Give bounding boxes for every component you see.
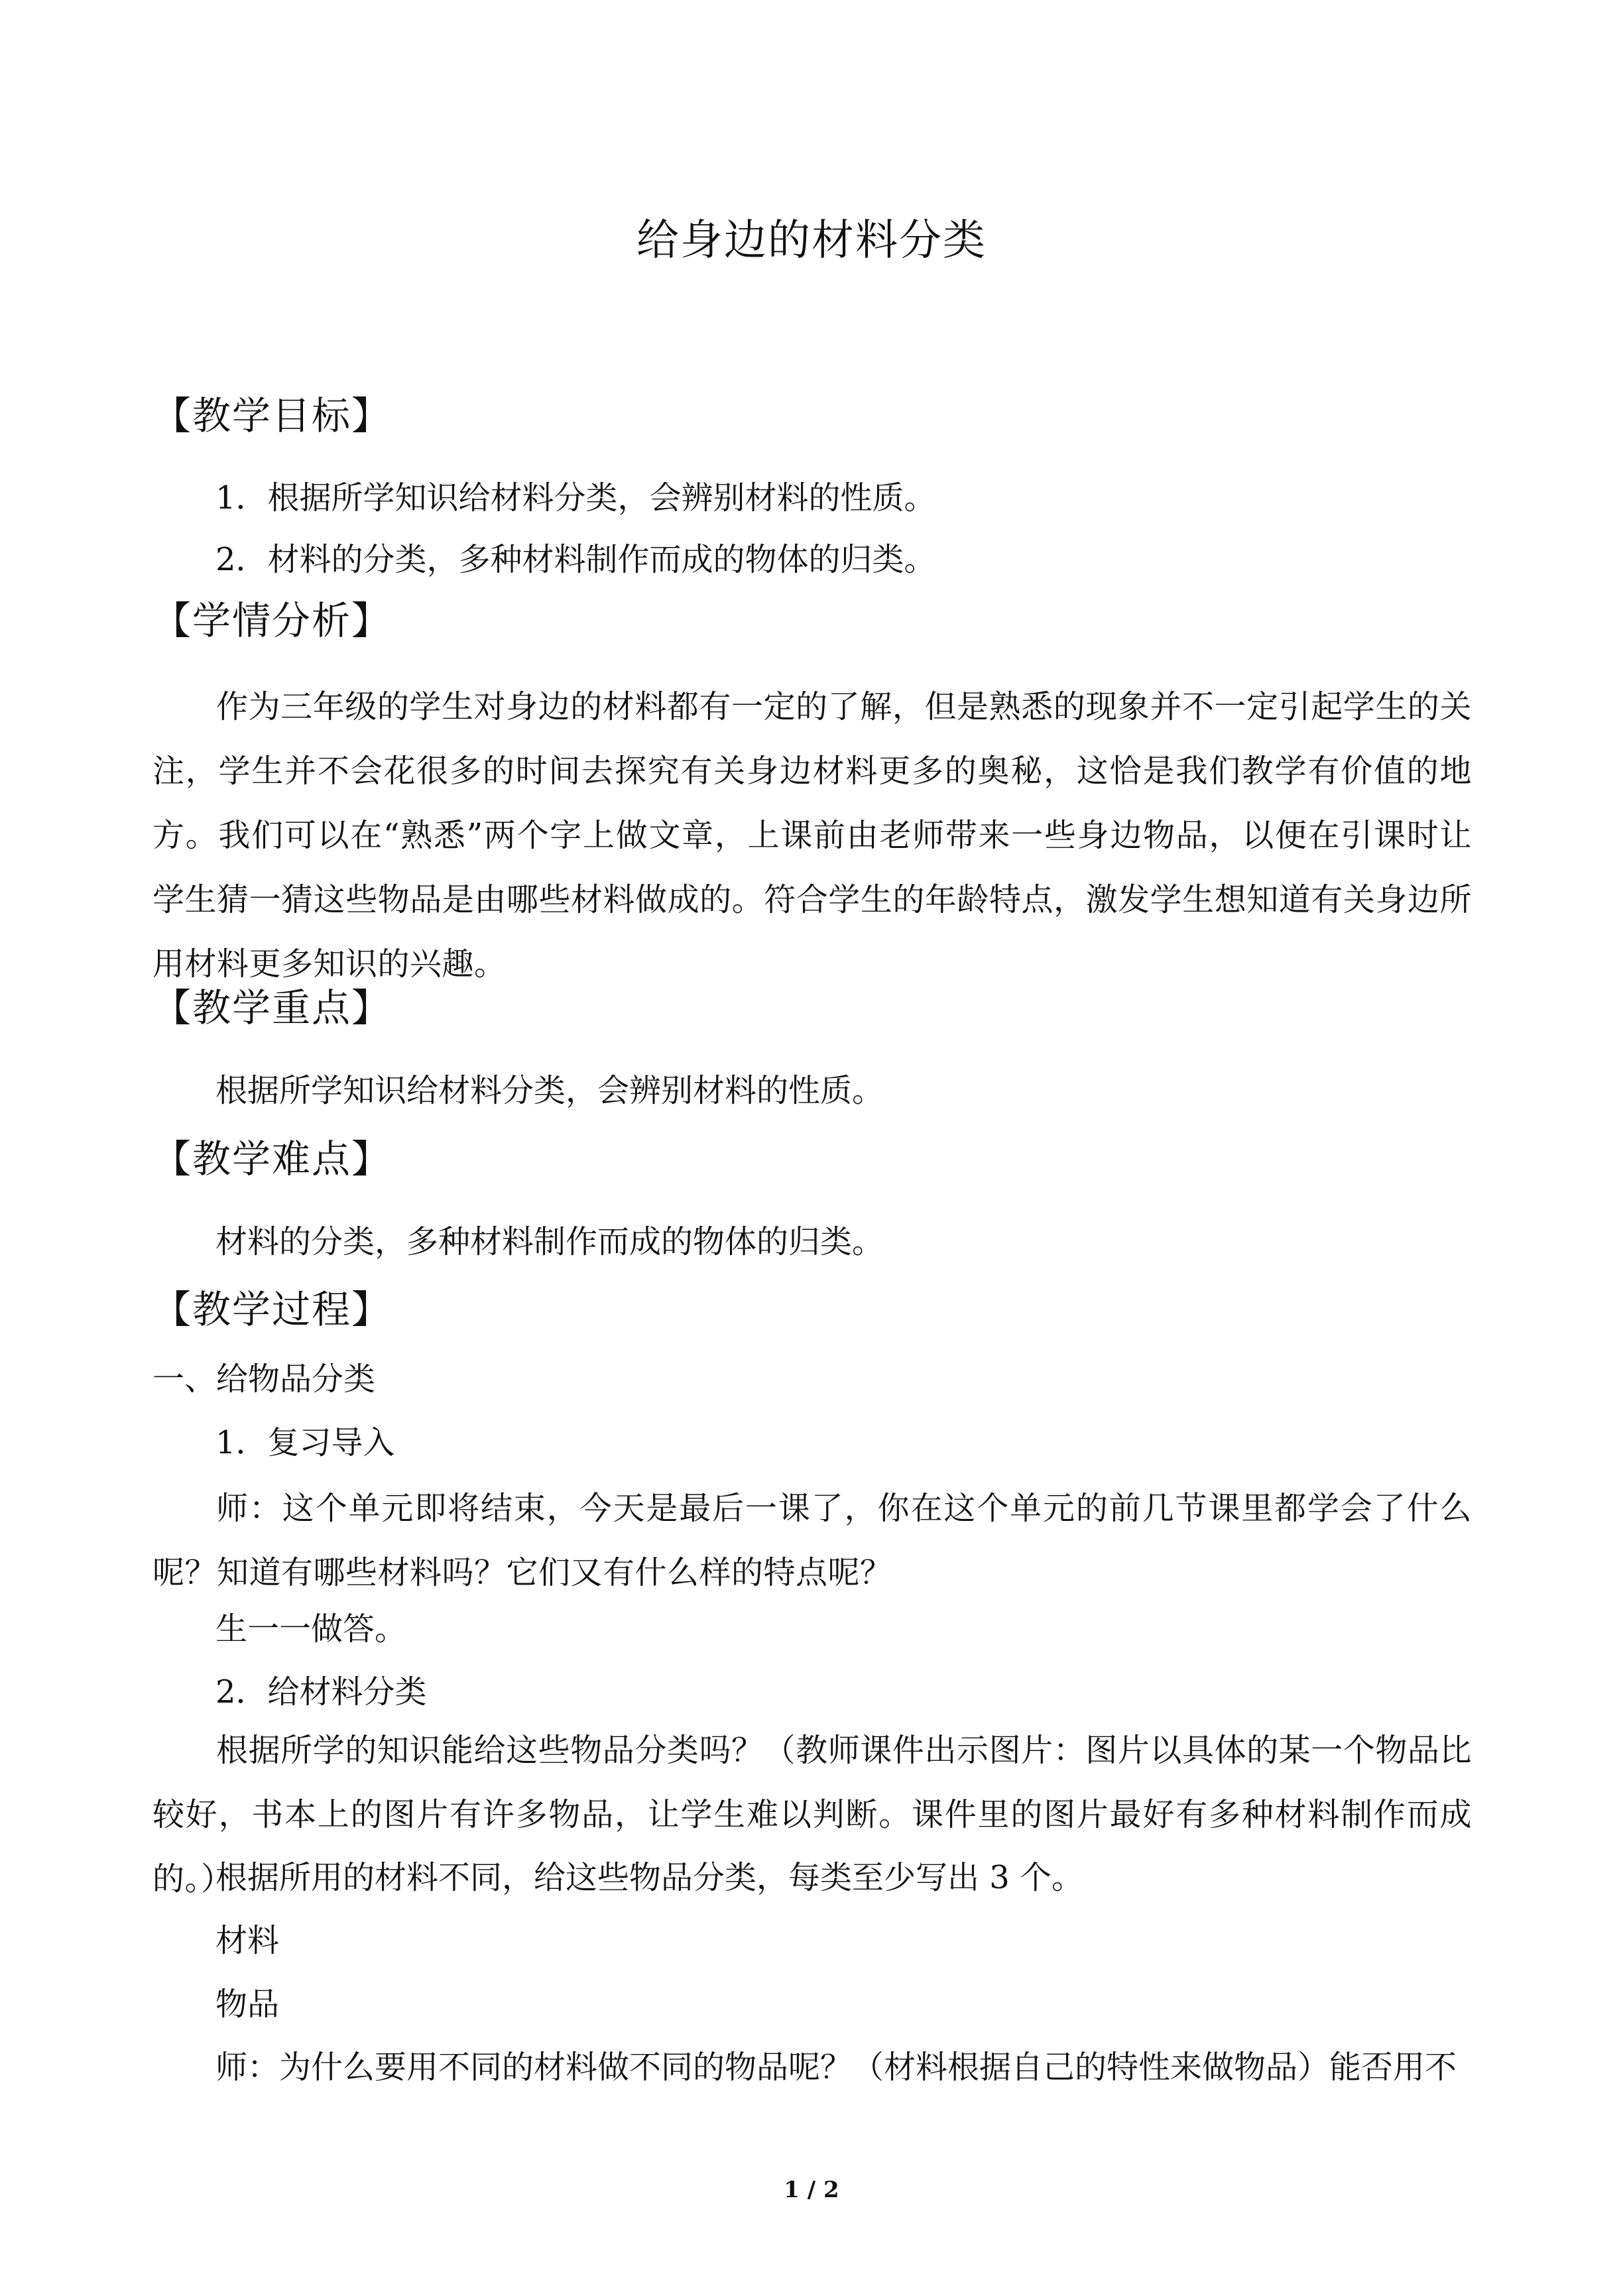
objective-item-2: 2．材料的分类，多种材料制作而成的物体的归类。 xyxy=(215,541,936,578)
heading-key-point: 【教学重点】 xyxy=(152,985,392,1030)
key-point-text: 根据所学知识给材料分类，会辨别材料的性质。 xyxy=(215,1072,884,1109)
label-material: 材料 xyxy=(215,1922,280,1959)
teacher-question-1: 师：这个单元即将结束，今天是最后一课了，你在这个单元的前几节课里都学会了什么呢？知道有哪些材料吗？它们又有什么样的特点呢？ xyxy=(152,1490,1472,1591)
heading-difficulty: 【教学难点】 xyxy=(152,1136,392,1181)
student-answer: 生一一做答。 xyxy=(215,1610,407,1648)
step1-title: 1．复习导入 xyxy=(215,1424,395,1461)
question-2: 根据所学的知识能给这些物品分类吗？（教师课件出示图片：图片以具体的某一个物品比较好，书本上的图片有许多物品，让学生难以判断。课件里的图片最好有多种材料制作而成的。） xyxy=(152,1732,1472,1898)
heading-objectives: 【教学目标】 xyxy=(152,393,392,438)
difficulty-text: 材料的分类，多种材料制作而成的物体的归类。 xyxy=(215,1223,884,1260)
heading-process: 【教学过程】 xyxy=(152,1287,392,1332)
label-item: 物品 xyxy=(215,1986,280,2023)
analysis-paragraph: 作为三年级的学生对身边的材料都有一定的了解，但是熟悉的现象并不一定引起学生的关注，学生并不会花很多的时间去探究有关身边材料更多的奥秘，这恰是我们教学有价值的地方。我们可以在“熟悉”两个字上做文章，上课前由老师带来一些身边物品，以便在引课时让学生猜一猜这些物品是由哪些材料做成的。符合学生的年龄特点，激发学生想知道有关身边所用材料更多知识的兴趣。 xyxy=(152,688,1472,983)
page-number: 1 / 2 xyxy=(784,2177,839,2203)
heading-analysis: 【学情分析】 xyxy=(152,598,392,643)
objective-item-1: 1．根据所学知识给材料分类，会辨别材料的性质。 xyxy=(215,479,936,516)
document-title: 给身边的材料分类 xyxy=(636,216,987,265)
part1-title: 一、给物品分类 xyxy=(152,1360,376,1398)
instruction-text: 根据所用的材料不同，给这些物品分类，每类至少写出 3 个。 xyxy=(215,1859,1084,1896)
teacher-question-2: 师：为什么要用不同的材料做不同的物品呢？（材料根据自己的特性来做物品）能否用不 xyxy=(215,2049,1457,2086)
step2-title: 2．给材料分类 xyxy=(215,1673,427,1711)
